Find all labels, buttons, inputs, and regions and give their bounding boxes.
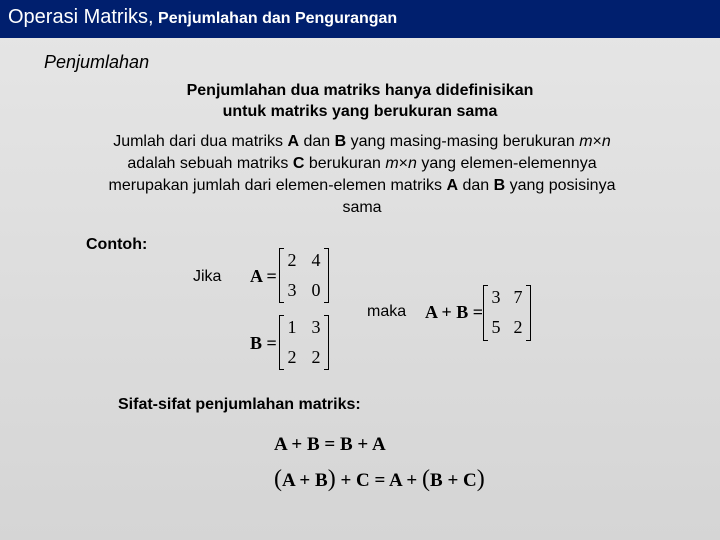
matrix-a-label: A = <box>250 266 277 286</box>
matrix-cell: 5 <box>491 317 501 337</box>
matrix-b <box>279 315 329 370</box>
matrix-b-ref: B <box>493 177 506 194</box>
matrix-a-ref: A <box>287 133 300 150</box>
matrix-b-ref: B <box>334 133 347 150</box>
jika-label: Jika <box>193 268 222 285</box>
matrix-cell: 7 <box>513 287 523 307</box>
matrix-cell: 2 <box>513 317 523 337</box>
matrix-cell: 4 <box>311 250 321 270</box>
title-bar <box>0 0 720 38</box>
text: yang elemen-elemennya merupakan jumlah dari elemen-elemen matriks <box>108 155 597 194</box>
matrix-a <box>279 248 329 303</box>
matrix-cell: 0 <box>311 280 321 300</box>
properties-label: Sifat-sifat penjumlahan matriks: <box>118 396 361 413</box>
commutative-property: A + B = B + A <box>274 434 386 455</box>
maka-label: maka <box>367 303 407 320</box>
matrix-cell: 3 <box>287 280 297 300</box>
definition-line-2: untuk matriks yang berukuran sama <box>222 103 498 120</box>
dim-m: m <box>579 133 593 150</box>
text: adalah sebuah matriks <box>127 155 293 172</box>
matrix-a-ref: A <box>446 177 459 194</box>
expr-mid: + C = A + <box>335 470 423 491</box>
matrix-cell: 3 <box>311 317 321 337</box>
matrix-cell: 2 <box>287 250 297 270</box>
times-sign: × <box>398 155 409 172</box>
dim-n: n <box>601 133 611 150</box>
text: berukuran <box>304 155 386 172</box>
explanation-paragraph <box>92 131 632 219</box>
close-paren: ) <box>476 466 485 492</box>
matrix-c-ref: C <box>292 155 305 172</box>
section-title: Penjumlahan <box>44 52 150 72</box>
close-paren: ) <box>327 466 336 492</box>
matrix-b-label: B = <box>250 333 277 353</box>
associative-property <box>274 466 485 493</box>
sum-label: A + B = <box>425 302 484 322</box>
slide-title: Operasi Matriks, <box>8 6 154 28</box>
definition-line-1: Penjumlahan dua matriks hanya didefinisikan <box>186 82 534 99</box>
dim-n: n <box>408 155 417 172</box>
text: dan <box>299 133 335 150</box>
text: yang posisinya sama <box>342 177 616 216</box>
dim-m: m <box>385 155 399 172</box>
open-paren: ( <box>422 466 431 492</box>
expr-a-plus-b: A + B <box>282 470 328 491</box>
example-label: Contoh: <box>86 236 148 253</box>
text: Jumlah dari dua matriks <box>113 133 288 150</box>
text: yang masing-masing berukuran <box>346 133 580 150</box>
slide-subtitle: Penjumlahan dan Pengurangan <box>158 10 398 27</box>
expr-b-plus-c: B + C <box>430 470 477 491</box>
definition <box>0 80 720 122</box>
matrix-cell: 1 <box>287 317 297 337</box>
matrix-cell: 3 <box>491 287 501 307</box>
times-sign: × <box>592 133 602 150</box>
matrix-cell: 2 <box>311 347 321 367</box>
text: dan <box>458 177 494 194</box>
matrix-cell: 2 <box>287 347 297 367</box>
matrix-sum <box>483 285 531 341</box>
open-paren: ( <box>274 466 282 492</box>
